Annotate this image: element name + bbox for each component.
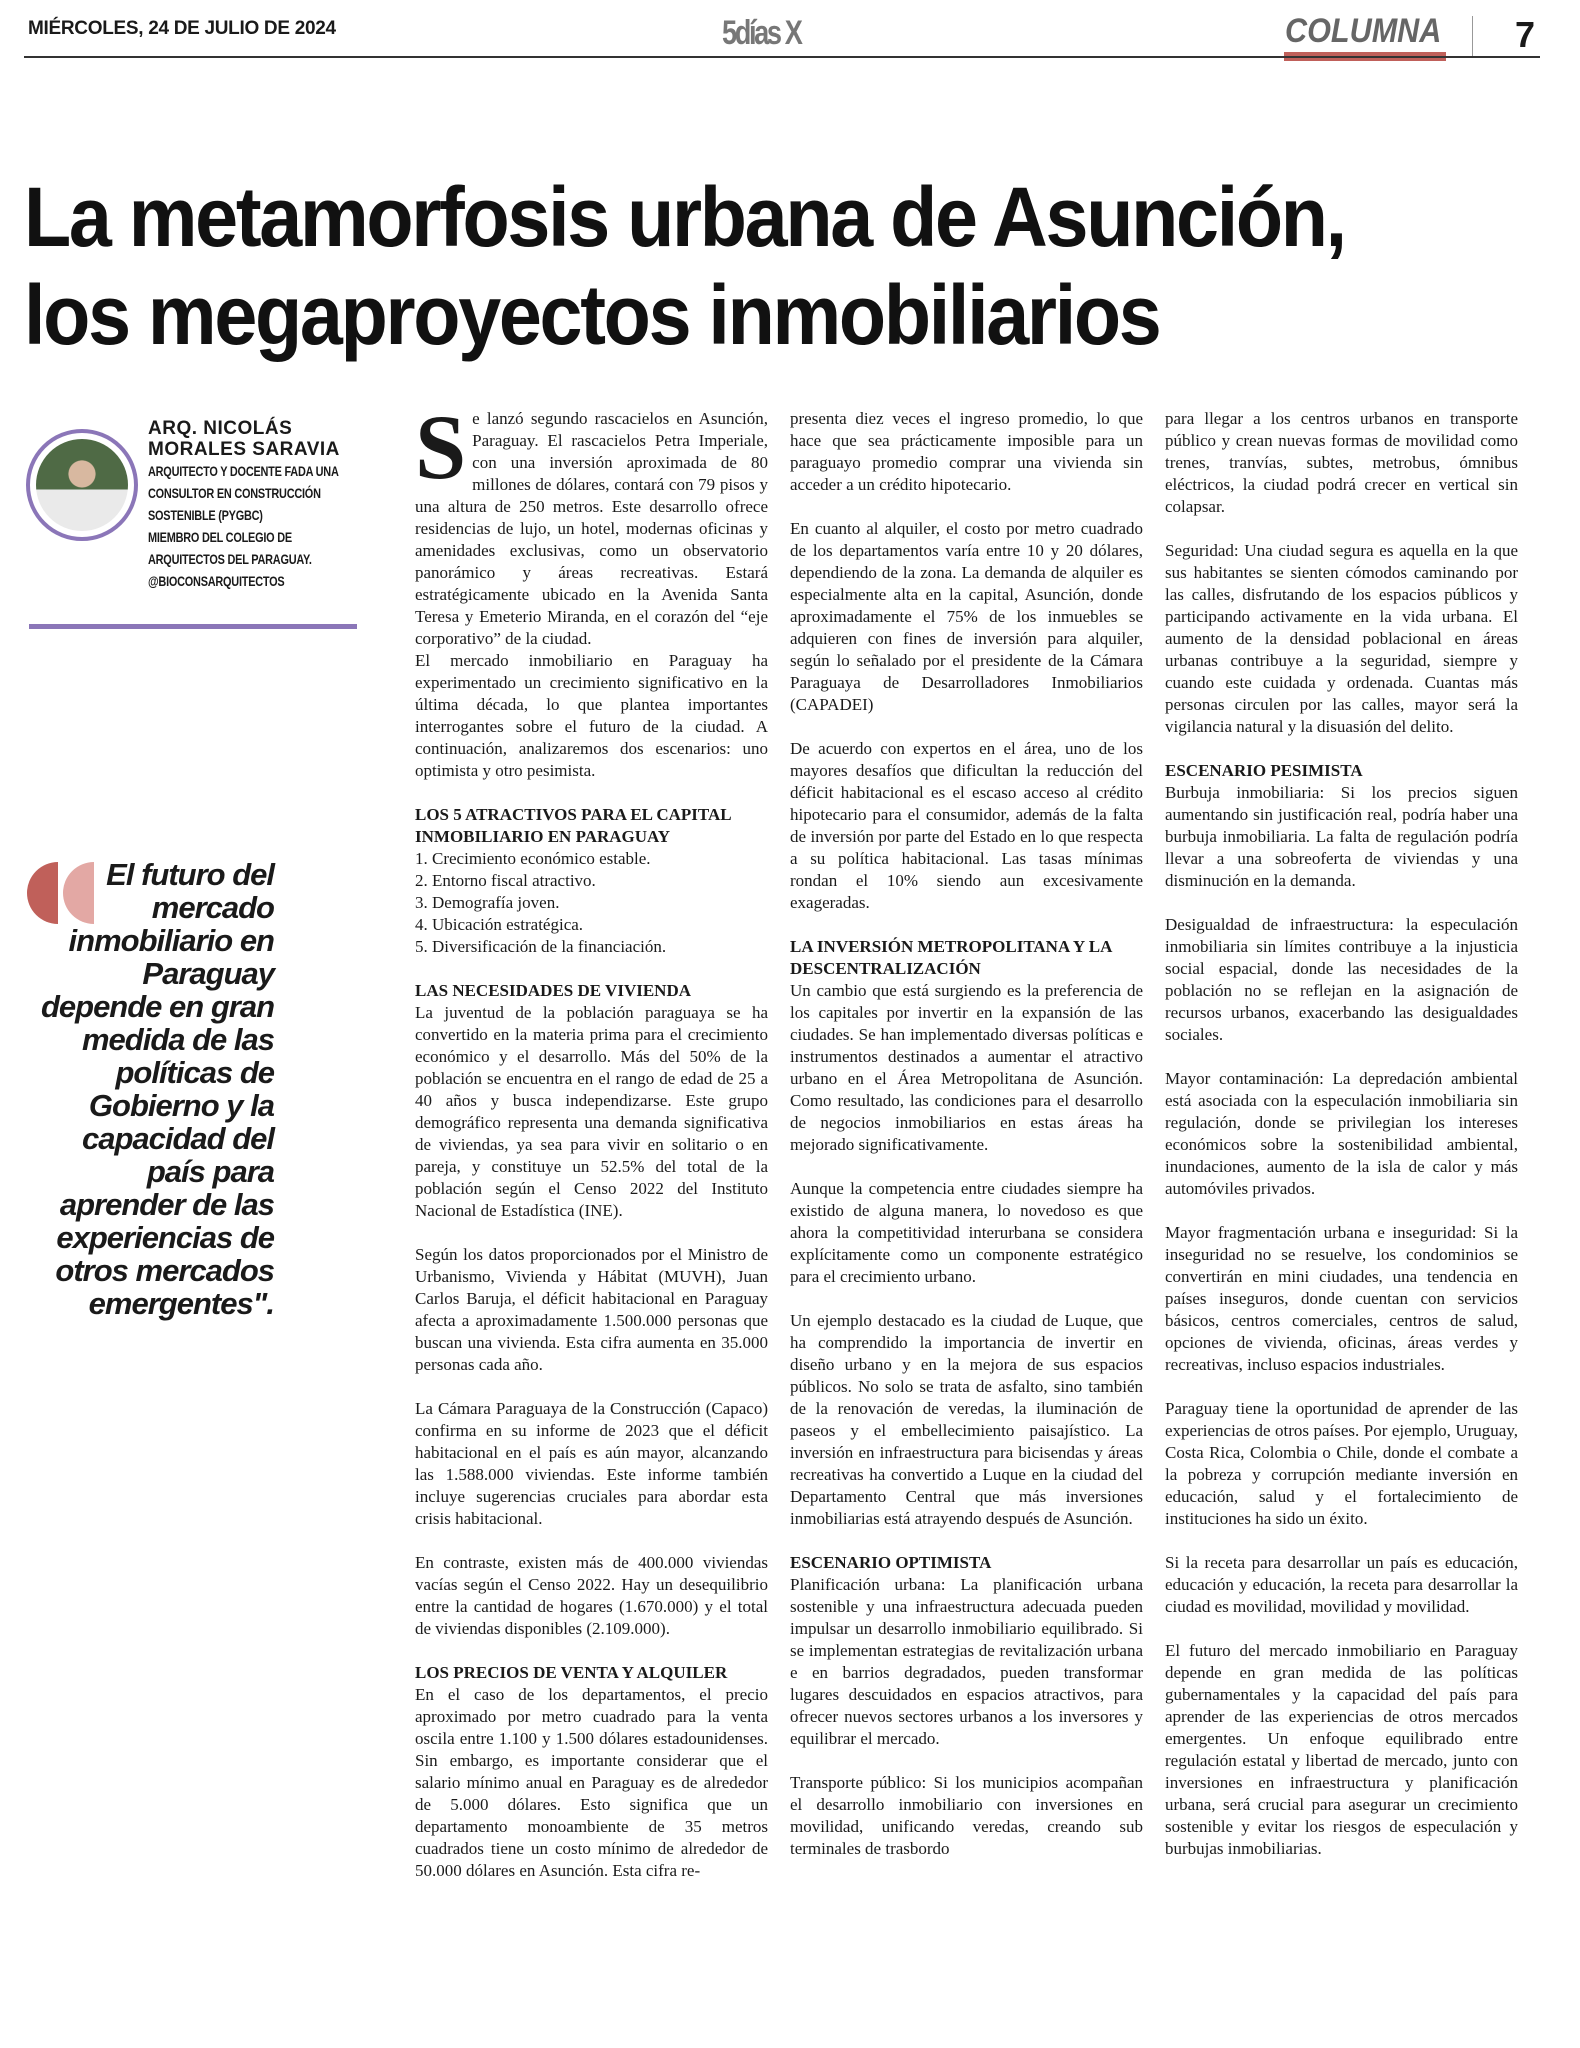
author-name-line: MORALES SARAVIA — [148, 439, 340, 460]
section-heading: LOS 5 ATRACTIVOS PARA EL CAPITAL INMOBILIARIO EN PARAGUAY — [415, 805, 731, 846]
list-item: 5. Diversificación de la financiación. — [415, 937, 667, 956]
article-paragraph: De acuerdo con expertos en el área, uno de los mayores desafíos que dificultan la reducción del déficit habitacional es el escaso acceso al crédito hipotecario para el consumidor, además de la falta de inversión por parte del Estado en lo que respecta a su política habitacional. Las tasas mínimas rondan el 10% siendo aun excesivamente exageradas. — [790, 739, 1143, 912]
article-paragraph: Un cambio que está surgiendo es la preferencia de los capitales por invertir en la expansión de las ciudades. Se han implementado diversas políticas e instrumentos destinados a aumentar el atractivo urbano en el Área Metropolitana de Asunción. Como resultado, las condiciones para el desarrollo de negocios inmobiliarios en estas áreas ha mejorado significativamente. — [790, 981, 1143, 1154]
article-paragraph: Según los datos proporcionados por el Ministro de Urbanismo, Vivienda y Hábitat (MUVH), Juan Carlos Baruja, el déficit habitacional en Paraguay afecta a aproximadamente 1.500.000 personas que buscan una vivienda. Esta cifra aumenta en 35.000 personas cada año. — [415, 1245, 768, 1374]
publication-logo: 5días X — [722, 14, 801, 52]
article-paragraph: presenta diez veces el ingreso promedio, lo que hace que sea prácticamente imposible para un paraguayo promedio comprar una vivienda sin acceder a un crédito hipotecario. — [790, 409, 1143, 494]
article-paragraph: para llegar a los centros urbanos en transporte público y crean nuevas formas de movilidad como trenes, tranvías, subtes, metrobus, ómnibus eléctricos, la ciudad podrá crecer en vertical sin colapsar. — [1165, 409, 1518, 516]
author-credential: CONSULTOR EN CONSTRUCCIÓN — [148, 485, 321, 501]
article-paragraph: El mercado inmobiliario en Paraguay ha experimentado un crecimiento significativo en la última década, lo que plantea importantes interrogantes sobre el futuro de la ciudad. A continuación, analizaremos dos escenarios: uno optimista y otro pesimista. — [415, 651, 768, 780]
drop-cap: S — [415, 396, 467, 498]
author-credential: ARQUITECTO Y DOCENTE FADA UNA — [148, 463, 339, 479]
article-paragraph: El futuro del mercado inmobiliario en Paraguay depende en gran medida de las políticas gubernamentales y la capacidad del país para aprender de las experiencias de otros mercados emergentes. Un enfoque equilibrado entre regulación estatal y libertad de mercado, junto con inversiones en infraestructura y planificación urbana, será crucial para asegurar un crecimiento sostenible y evitar los riesgos de especulación y burbujas inmobiliarias. — [1165, 1641, 1518, 1858]
article-paragraph: Mayor fragmentación urbana e inseguridad: Si la inseguridad no se resuelve, los condominios se convertirán en mini ciudades, una tendencia en países inseguros, donde cuentan con servicios básicos, centros comerciales, centros de salud, opciones de vivienda, oficinas, áreas verdes y recreativas, incluso espacios industriales. — [1165, 1223, 1518, 1374]
article-paragraph: Un ejemplo destacado es la ciudad de Luque, que ha comprendido la importancia de invertir en diseño urbano y en la mejora de sus espacios públicos. No solo se trata de asfalto, sino también de la renovación de veredas, la iluminación de paseos y el embellecimiento paisajístico. La inversión en infraestructura para bicisendas y áreas recreativas ha convertido a Luque en la ciudad del Departamento Central que más inversiones inmobiliarias está atrayendo después de Asunción. — [790, 1311, 1143, 1528]
author-name — [148, 418, 358, 460]
headline — [24, 168, 1345, 364]
header-separator — [1472, 16, 1473, 56]
article-paragraph — [415, 396, 768, 650]
author-photo — [36, 439, 128, 531]
author-handle: @BIOCONSARQUITECTOS — [148, 573, 285, 589]
article-column-3 — [1165, 408, 1518, 1882]
author-rule — [29, 624, 357, 629]
article-column-2 — [790, 408, 1143, 1882]
list-item: 4. Ubicación estratégica. — [415, 915, 584, 934]
header-rule — [24, 56, 1540, 58]
article-paragraph: Paraguay tiene la oportunidad de aprender de las experiencias de otros países. Por ejemplo, Uruguay, Costa Rica, Colombia o Chile, donde el combate a la pobreza y corrupción mediante inversión en educación, salud y el fortalecimiento de instituciones ha sido un éxito. — [1165, 1399, 1518, 1528]
article-paragraph: En contraste, existen más de 400.000 viviendas vacías según el Censo 2022. Hay un desequilibrio entre la cantidad de hogares (1.670.000) y el total de viviendas disponibles (2.109.000). — [415, 1553, 768, 1638]
article-paragraph: La juventud de la población paraguaya se ha convertido en la materia prima para el crecimiento económico y el desarrollo. Más del 50% de la población se encuentra en el rango de edad de 25 a 40 años y busca independizarse. Este grupo demográfico representa una demanda significativa de viviendas, ya sea para vivir en solitario o en pareja, y constituye un 52.5% del total de la población según el Censo 2022 del Instituto Nacional de Estadística (INE). — [415, 1003, 768, 1220]
section-heading: LA INVERSIÓN METROPOLITANA Y LA DESCENTRALIZACIÓN — [790, 937, 1112, 978]
article-paragraph: Transporte público: Si los municipios acompañan el desarrollo inmobiliario con inversiones en movilidad, unificando veredas, creando sub terminales de trasbordo — [790, 1773, 1143, 1858]
header-date: MIÉRCOLES, 24 DE JULIO DE 2024 — [28, 18, 336, 39]
section-heading: ESCENARIO PESIMISTA — [1165, 761, 1363, 780]
article-paragraph: Seguridad: Una ciudad segura es aquella en la que sus habitantes se sienten cómodos caminando por las calles, disfrutando de los espacios públicos y participando activamente en la vida urbana. El aumento de la densidad poblacional en áreas urbanas contribuye a la seguridad, siempre y cuando este cuidada y ordenada. Cuantas más personas circulen por las calles, mayor será la vigilancia natural y la disuasión del delito. — [1165, 541, 1518, 736]
list-item: 3. Demografía joven. — [415, 893, 560, 912]
list-item: 1. Crecimiento económico estable. — [415, 849, 651, 868]
pull-quote: El futuro del mercado inmobiliario en Paraguay depende en gran medida de las políticas de Gobierno y la capacidad del país para aprender de las experiencias de otros mercados emergentes". — [40, 857, 274, 1321]
section-heading: LAS NECESIDADES DE VIVIENDA — [415, 981, 692, 1000]
paragraph-text: e lanzó segundo rascacielos en Asunción, Paraguay. El rascacielos Petra Imperiale, con una inversión aproximada de 80 millones de dólares, contará con 79 pisos y una altura de 250 metros. Este desarrollo ofrece residencias de lujo, un hotel, modernas oficinas y amenidades exclusivas, como un observatorio panorámico y áreas recreativas. Estará estratégicamente ubicado en la Avenida Santa Teresa y Emeterio Miranda, en el corazón del “eje corporativo” de la ciudad. — [415, 409, 768, 648]
list-item: 2. Entorno fiscal atractivo. — [415, 871, 596, 890]
author-credential: MIEMBRO DEL COLEGIO DE — [148, 529, 292, 545]
article-paragraph: Si la receta para desarrollar un país es educación, educación y educación, la receta para desarrollar la ciudad es movilidad, movilidad y movilidad. — [1165, 1553, 1518, 1616]
author-credential: SOSTENIBLE (PYGBC) — [148, 507, 263, 523]
article-paragraph: La Cámara Paraguaya de la Construcción (Capaco) confirma en su informe de 2023 que el déficit habitacional en el país es aún mayor, alcanzando las 1.588.000 viviendas. Este informe también incluye sugerencias cruciales para abordar esta crisis habitacional. — [415, 1399, 768, 1528]
article-column-1 — [415, 396, 768, 1904]
section-heading: ESCENARIO OPTIMISTA — [790, 1553, 992, 1572]
page-number: 7 — [1515, 14, 1536, 55]
article-paragraph: Planificación urbana: La planificación urbana sostenible y una infraestructura adecuada pueden impulsar un desarrollo inmobiliario equilibrado. Si se implementan estrategias de revitalización urbana e en barrios degradados, pueden transformar lugares descuidados en espacios atractivos, para ofrecer nuevos sectores urbanos a los inversores y equilibrar el mercado. — [790, 1575, 1143, 1748]
section-heading: LOS PRECIOS DE VENTA Y ALQUILER — [415, 1663, 728, 1682]
article-paragraph: Mayor contaminación: La depredación ambiental está asociada con la especulación inmobiliaria sin regulación, donde se privilegian los intereses económicos sobre la sostenibilidad ambiental, inundaciones, aumento de la isla de calor y más automóviles privados. — [1165, 1069, 1518, 1198]
author-name-line: ARQ. NICOLÁS — [148, 418, 293, 439]
article-paragraph: Aunque la competencia entre ciudades siempre ha existido de alguna manera, lo novedoso es que ahora la competitividad interurbana se considera explícitamente como un componente estratégico para el crecimiento urbano. — [790, 1179, 1143, 1286]
article-paragraph: En cuanto al alquiler, el costo por metro cuadrado de los departamentos varía entre 10 y 20 dólares, dependiendo de la zona. La demanda de alquiler es especialmente alta en la capital, Asunción, donde aproximadamente el 75% de los inmuebles se adquieren con fines de inversión para alquiler, según lo señalado por el presidente de la Cámara Paraguaya de Desarrolladores Inmobiliarios (CAPADEI) — [790, 519, 1143, 714]
author-info — [148, 418, 358, 592]
author-credential: ARQUITECTOS DEL PARAGUAY. — [148, 551, 312, 567]
headline-line-2: los megaproyectos inmobiliarios — [24, 268, 1160, 362]
article-paragraph: Burbuja inmobiliaria: Si los precios siguen aumentando sin justificación real, podría haber una burbuja inmobiliaria. La falta de regulación podría llevar a una sobreoferta de viviendas y una disminución en la demanda. — [1165, 783, 1518, 890]
author-avatar — [26, 429, 138, 541]
section-label: COLUMNA — [1285, 12, 1442, 50]
article-paragraph: Desigualdad de infraestructura: la especulación inmobiliaria sin límites contribuye a la injusticia social espacial, donde las necesidades de la población no se reflejan en la asignación de recursos urbanos, exacerbando las desigualdades sociales. — [1165, 915, 1518, 1044]
attractions-list — [415, 848, 768, 958]
headline-line-1: La metamorfosis urbana de Asunción, — [24, 170, 1345, 264]
article-paragraph: En el caso de los departamentos, el precio aproximado por metro cuadrado para la venta oscila entre 1.100 y 1.500 dólares estadounidenses. Sin embargo, es importante considerar que el salario mínimo anual en Paraguay es de alrededor de 5.000 dólares. Esto significa que un departamento monoambiente de 35 metros cuadrados tiene un costo mínimo de alrededor de 50.000 dólares en Asunción. Esta cifra re- — [415, 1685, 768, 1880]
